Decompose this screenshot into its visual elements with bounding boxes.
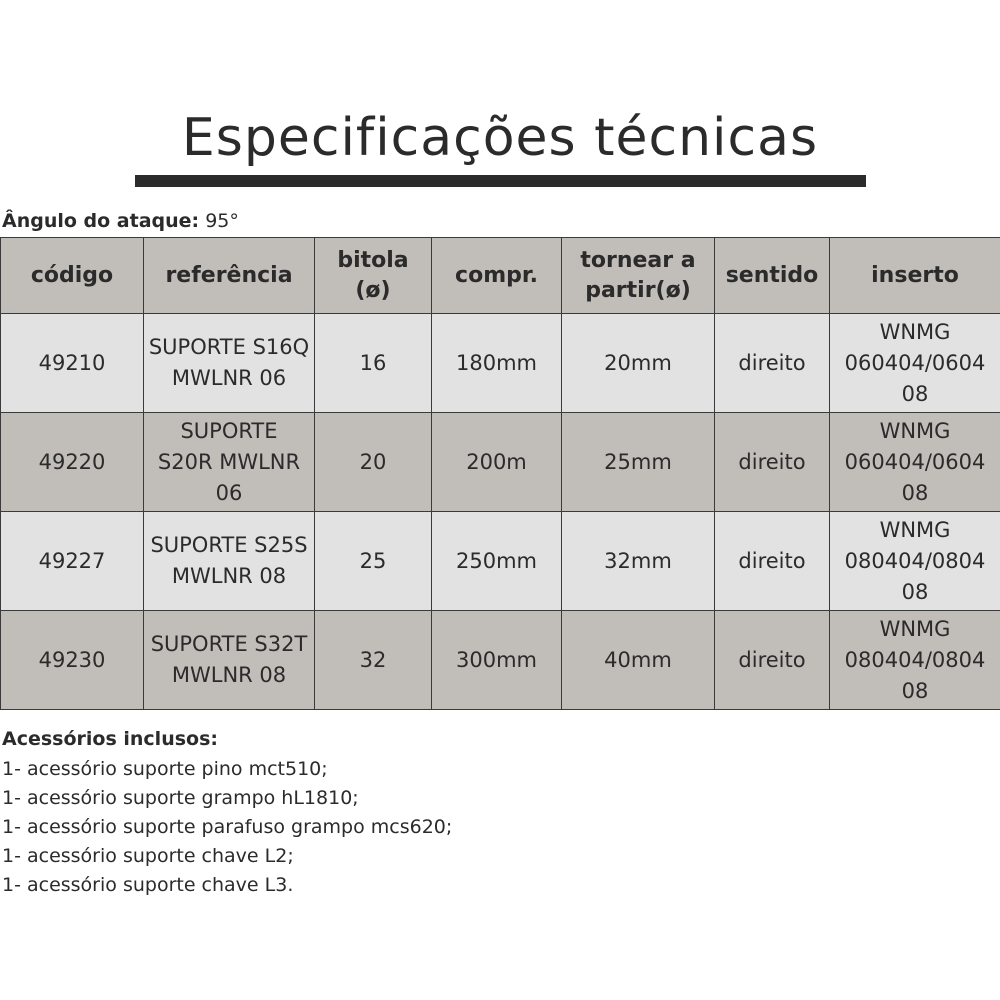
table-row — [1, 413, 1000, 512]
cell-sentido: direito — [715, 314, 830, 413]
cell-codigo: 49230 — [1, 611, 144, 710]
header-codigo: código — [1, 238, 144, 314]
table-row — [1, 512, 1000, 611]
header-inserto: inserto — [830, 238, 1000, 314]
cell-compr: 180mm — [432, 314, 562, 413]
cell-compr: 200m — [432, 413, 562, 512]
spec-table — [0, 237, 1000, 710]
accessories-title: Acessórios inclusos: — [2, 728, 218, 750]
cell-compr: 250mm — [432, 512, 562, 611]
cell-referencia: SUPORTE S16Q MWLNR 06 — [144, 314, 315, 413]
header-bitola: bitola (ø) — [315, 238, 432, 314]
cell-bitola: 20 — [315, 413, 432, 512]
table-row — [1, 611, 1000, 710]
accessory-item: 1- acessório suporte grampo hL1810; — [2, 787, 359, 809]
cell-codigo: 49220 — [1, 413, 144, 512]
attack-angle-label: Ângulo do ataque: — [2, 210, 200, 232]
cell-compr: 300mm — [432, 611, 562, 710]
cell-referencia: SUPORTE S25S MWLNR 08 — [144, 512, 315, 611]
cell-inserto: WNMG 080404/0804 08 — [830, 611, 1000, 710]
cell-tornear: 20mm — [562, 314, 715, 413]
cell-bitola: 16 — [315, 314, 432, 413]
cell-codigo: 49227 — [1, 512, 144, 611]
cell-referencia: SUPORTE S20R MWLNR 06 — [144, 413, 315, 512]
cell-codigo: 49210 — [1, 314, 144, 413]
page-title: Especificações técnicas — [181, 108, 819, 168]
cell-inserto: WNMG 060404/0604 08 — [830, 413, 1000, 512]
cell-inserto: WNMG 060404/0604 08 — [830, 314, 1000, 413]
cell-sentido: direito — [715, 512, 830, 611]
accessory-item: 1- acessório suporte pino mct510; — [2, 758, 328, 780]
header-row — [1, 238, 1000, 314]
cell-referencia: SUPORTE S32T MWLNR 08 — [144, 611, 315, 710]
table-row — [1, 314, 1000, 413]
attack-angle-value: 95° — [205, 210, 239, 232]
accessory-item: 1- acessório suporte chave L2; — [2, 845, 294, 867]
cell-sentido: direito — [715, 413, 830, 512]
cell-sentido: direito — [715, 611, 830, 710]
cell-bitola: 25 — [315, 512, 432, 611]
cell-tornear: 25mm — [562, 413, 715, 512]
header-referencia: referência — [144, 238, 315, 314]
title-underline — [135, 175, 866, 187]
accessories-section — [2, 726, 452, 900]
attack-angle — [2, 210, 239, 232]
accessory-item: 1- acessório suporte parafuso grampo mcs620; — [2, 816, 453, 838]
header-compr: compr. — [432, 238, 562, 314]
cell-inserto: WNMG 080404/0804 08 — [830, 512, 1000, 611]
cell-tornear: 40mm — [562, 611, 715, 710]
cell-tornear: 32mm — [562, 512, 715, 611]
header-sentido: sentido — [715, 238, 830, 314]
accessory-item: 1- acessório suporte chave L3. — [2, 874, 294, 896]
header-tornear: tornear a partir(ø) — [562, 238, 715, 314]
cell-bitola: 32 — [315, 611, 432, 710]
